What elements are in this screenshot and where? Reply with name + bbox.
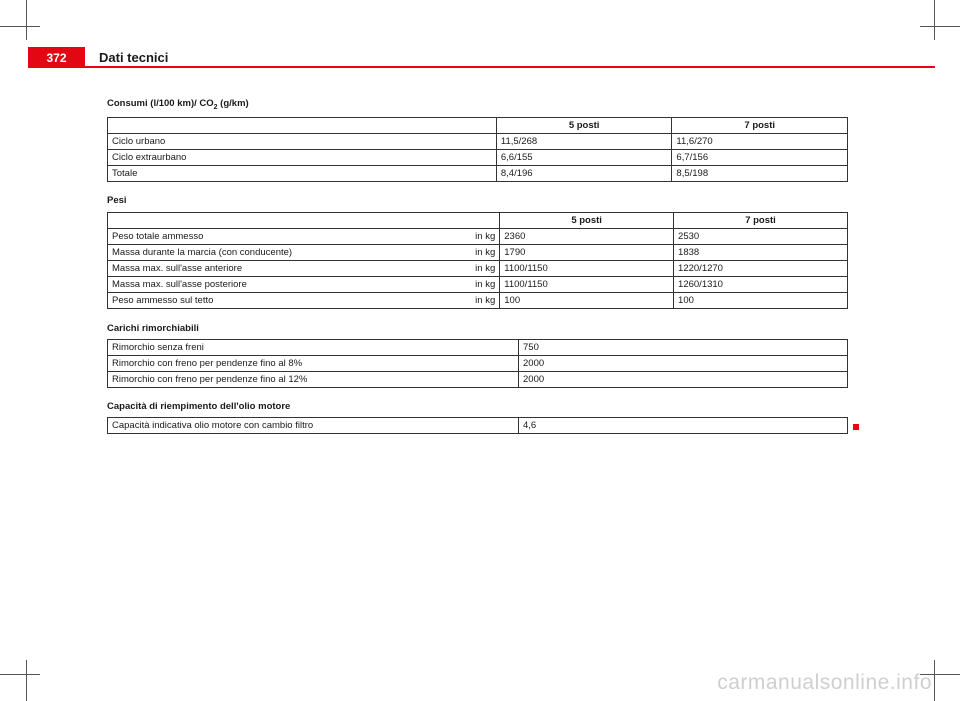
row-unit: in kg [475, 279, 496, 290]
table-header-cell: 7 posti [672, 118, 848, 134]
olio-table [107, 417, 848, 434]
table-row [108, 166, 848, 182]
row-value: 4,6 [519, 418, 848, 434]
table-row [108, 340, 848, 356]
row-value: 2000 [519, 372, 848, 388]
pesi-table [107, 212, 848, 309]
crop-mark [0, 26, 40, 27]
row-label-cell [108, 277, 500, 293]
row-label: Massa max. sull'asse anteriore [112, 263, 243, 274]
table-row [108, 245, 848, 261]
table-row [108, 261, 848, 277]
value-7-posti: 2530 [674, 229, 848, 245]
value-5-posti: 100 [500, 293, 674, 309]
table-row [108, 356, 848, 372]
row-label: Ciclo urbano [108, 134, 497, 150]
row-label: Ciclo extraurbano [108, 150, 497, 166]
row-value: 2000 [519, 356, 848, 372]
row-label: Peso totale ammesso [112, 231, 204, 242]
row-unit: in kg [475, 231, 496, 242]
page-number: 372 [28, 47, 85, 67]
table-row [108, 293, 848, 309]
row-unit: in kg [475, 247, 496, 258]
carichi-table [107, 339, 848, 388]
row-label: Massa durante la marcia (con conducente) [112, 247, 293, 258]
row-label-cell [108, 261, 500, 277]
table-row [108, 229, 848, 245]
table-header-cell [108, 213, 500, 229]
row-label: Massa max. sull'asse posteriore [112, 279, 247, 290]
section-title-olio: Capacità di riempimento dell'olio motore [107, 401, 291, 412]
table-row [108, 277, 848, 293]
section-title-pesi: Pesi [107, 195, 127, 206]
table-header-row [108, 213, 848, 229]
value-7-posti: 11,6/270 [672, 134, 848, 150]
value-5-posti: 1790 [500, 245, 674, 261]
value-7-posti: 1220/1270 [674, 261, 848, 277]
crop-mark [934, 660, 935, 701]
row-label: Peso ammesso sul tetto [112, 295, 214, 306]
row-unit: in kg [475, 295, 496, 306]
crop-mark [920, 26, 960, 27]
value-5-posti: 6,6/155 [496, 150, 672, 166]
section-title-carichi: Carichi rimorchiabili [107, 323, 199, 334]
row-label-cell [108, 229, 500, 245]
row-label: Capacità indicativa olio motore con cambio filtro [108, 418, 519, 434]
row-label-cell [108, 245, 500, 261]
table-header-cell: 5 posti [496, 118, 672, 134]
crop-mark [26, 660, 27, 701]
row-label: Rimorchio con freno per pendenze fino al 8% [108, 356, 519, 372]
crop-mark [934, 0, 935, 40]
value-5-posti: 1100/1150 [500, 261, 674, 277]
header-divider [28, 66, 935, 68]
table-row [108, 418, 848, 434]
table-header-row [108, 118, 848, 134]
table-row [108, 150, 848, 166]
row-unit: in kg [475, 263, 496, 274]
consumi-table [107, 117, 848, 182]
row-label-cell [108, 293, 500, 309]
row-label: Totale [108, 166, 497, 182]
crop-mark [0, 674, 40, 675]
crop-mark [26, 0, 27, 40]
value-5-posti: 11,5/268 [496, 134, 672, 150]
watermark: carmanualsonline.info [717, 671, 932, 694]
table-row [108, 134, 848, 150]
row-value: 750 [519, 340, 848, 356]
value-5-posti: 8,4/196 [496, 166, 672, 182]
row-label: Rimorchio senza freni [108, 340, 519, 356]
value-7-posti: 1260/1310 [674, 277, 848, 293]
table-header-cell: 7 posti [674, 213, 848, 229]
table-header-cell [108, 118, 497, 134]
value-5-posti: 1100/1150 [500, 277, 674, 293]
value-7-posti: 8,5/198 [672, 166, 848, 182]
value-7-posti: 6,7/156 [672, 150, 848, 166]
table-header-cell: 5 posti [500, 213, 674, 229]
value-5-posti: 2360 [500, 229, 674, 245]
row-label: Rimorchio con freno per pendenze fino al 12% [108, 372, 519, 388]
value-7-posti: 1838 [674, 245, 848, 261]
page-title: Dati tecnici [99, 50, 169, 65]
table-row [108, 372, 848, 388]
section-title-consumi: Consumi (l/100 km)/ $CO_2$ (g/km) [107, 98, 249, 111]
value-7-posti: 100 [674, 293, 848, 309]
end-of-section-icon [853, 424, 859, 430]
